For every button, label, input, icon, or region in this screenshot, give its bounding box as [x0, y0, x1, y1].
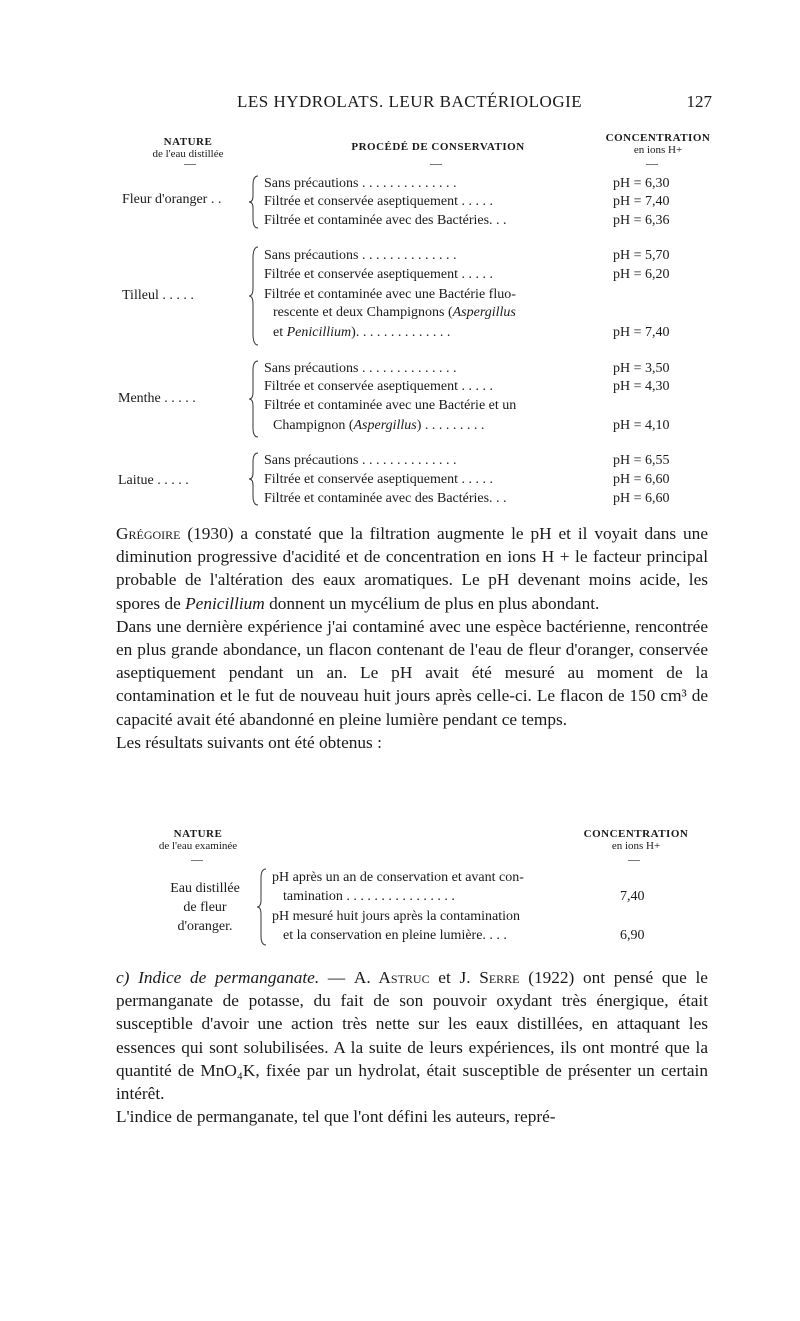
row-text: Sans précautions . . . . . . . . . . . . . .	[264, 248, 457, 263]
row-text: et Penicillium). . . . . . . . . . . . . .	[273, 325, 451, 340]
brace-laitue	[248, 452, 262, 506]
row-ph: pH = 5,70	[613, 248, 670, 263]
row-ph: pH = 4,30	[613, 379, 670, 394]
paragraph-permanganate: c) Indice de permanganate. — A. Astruc et J. Serre (1922) ont pensé que le permanganate de potasse, du fait de son pouvoir oxydant très énergique, était susceptible d'avoir une action très nette sur les eaux distillées, en attaquant les essences qui sont solubilisées. A la suite de leurs expériences, ils ont montré que la quantité de MnO₄K, fixée par un hydrolat, était susceptible de présenter un certain intérêt.	[116, 968, 708, 1104]
t2-row-value: 6,90	[620, 928, 645, 943]
group-name-tilleul: Tilleul . . . . .	[122, 288, 194, 303]
brace-menthe	[248, 360, 262, 438]
row-ph: pH = 6,60	[613, 472, 670, 487]
row-text: Filtrée et conservée aseptiquement . . . . .	[264, 194, 493, 209]
col3-dash: —	[646, 156, 658, 170]
section-heading: c) Indice de permanganate.	[116, 968, 320, 987]
paragraph-experience: Dans une dernière expérience j'ai contaminé avec une espèce bactérienne, rencontrée en plus grande abondance, un flacon contenant de l'eau de fleur d'oranger, conservée aseptiquement pendant un an. Le pH avait été mesuré au moment de la contamination et le fut de nouveau huit jours après celle-ci. Le flacon de 150 cm³ de capacité avait été abandonné en pleine lumière pendant ce temps.	[116, 616, 708, 729]
row-ph: pH = 7,40	[613, 194, 670, 209]
t2-row-line: pH mesuré huit jours après la contamination	[272, 909, 521, 924]
row-text: Filtrée et contaminée avec des Bactéries. . .	[264, 491, 507, 506]
brace-fleur	[248, 175, 262, 229]
t2-row-line: tamination . . . . . . . . . . . . . . . .	[283, 889, 455, 904]
row-text: Sans précautions . . . . . . . . . . . . . .	[264, 361, 457, 376]
page-number: 127	[686, 92, 712, 111]
paragraph-gregoire: Grégoire (1930) a constaté que la filtration augmente le pH et il voyait dans une diminution progressive d'acidité et de concentration en ions H + le facteur principal probable de l'altération des eaux aromatiques. Le pH devenant moins acide, les spores de Penicillium donnent un mycélium de plus en plus abondant.	[116, 524, 708, 613]
t2-row-line: pH après un an de conservation et avant con-	[272, 870, 524, 885]
row-ph: pH = 6,60	[613, 491, 670, 506]
row-ph: pH = 4,10	[613, 418, 670, 433]
t2-col1-dash: —	[191, 852, 203, 866]
t2-label: Eau distillée de fleur d'oranger.	[170, 881, 240, 934]
col2-dash: —	[430, 156, 442, 170]
col-concentration-header: CONCENTRATION en ions H+	[605, 132, 711, 156]
group-name-laitue: Laitue . . . . .	[118, 473, 189, 488]
section-permanganate	[116, 966, 708, 1128]
row-text: Filtrée et contaminée avec des Bactéries. . .	[264, 213, 507, 228]
brace-tilleul	[248, 246, 262, 346]
row-text: Filtrée et conservée aseptiquement . . . . .	[264, 379, 493, 394]
body-text	[116, 522, 708, 754]
row-text: Sans précautions . . . . . . . . . . . . . .	[264, 176, 457, 191]
group-name-fleur: Fleur d'oranger . .	[122, 192, 222, 207]
t2-col3-dash: —	[628, 852, 640, 866]
row-ph: pH = 3,50	[613, 361, 670, 376]
row-text: Filtrée et conservée aseptiquement . . . . .	[264, 267, 493, 282]
row-text: Filtrée et contaminée avec une Bactérie fluo-	[264, 287, 516, 302]
col-procede-header: PROCÉDÉ DE CONSERVATION	[351, 141, 525, 153]
paragraph-resultats: Les résultats suivants ont été obtenus :	[116, 732, 382, 752]
t2-row-line: et la conservation en pleine lumière. . . .	[283, 928, 507, 943]
row-text: Filtrée et contaminée avec une Bactérie et un	[264, 398, 517, 413]
row-ph: pH = 6,30	[613, 176, 670, 191]
col-nature-header: NATURE de l'eau distillée	[152, 136, 224, 160]
row-text: Champignon (Aspergillus) . . . . . . . . .	[273, 418, 485, 433]
row-text: rescente et deux Champignons (Aspergillus	[273, 305, 516, 320]
col1-dash: —	[184, 156, 196, 170]
row-text: Sans précautions . . . . . . . . . . . . . .	[264, 453, 457, 468]
brace-t2	[256, 868, 270, 946]
group-name-menthe: Menthe . . . . .	[118, 391, 196, 406]
row-ph: pH = 7,40	[613, 325, 670, 340]
row-ph: pH = 6,20	[613, 267, 670, 282]
row-ph: pH = 6,55	[613, 453, 670, 468]
row-ph: pH = 6,36	[613, 213, 670, 228]
t2-col-concentration-header: CONCENTRATION en ions H+	[583, 828, 689, 852]
paragraph-indice: L'indice de permanganate, tel que l'ont défini les auteurs, repré-	[116, 1107, 556, 1127]
row-text: Filtrée et conservée aseptiquement . . . . .	[264, 472, 493, 487]
t2-row-value: 7,40	[620, 889, 645, 904]
running-title: LES HYDROLATS. LEUR BACTÉRIOLOGIE	[237, 92, 583, 111]
t2-col-nature-header: NATURE de l'eau examinée	[158, 828, 238, 852]
